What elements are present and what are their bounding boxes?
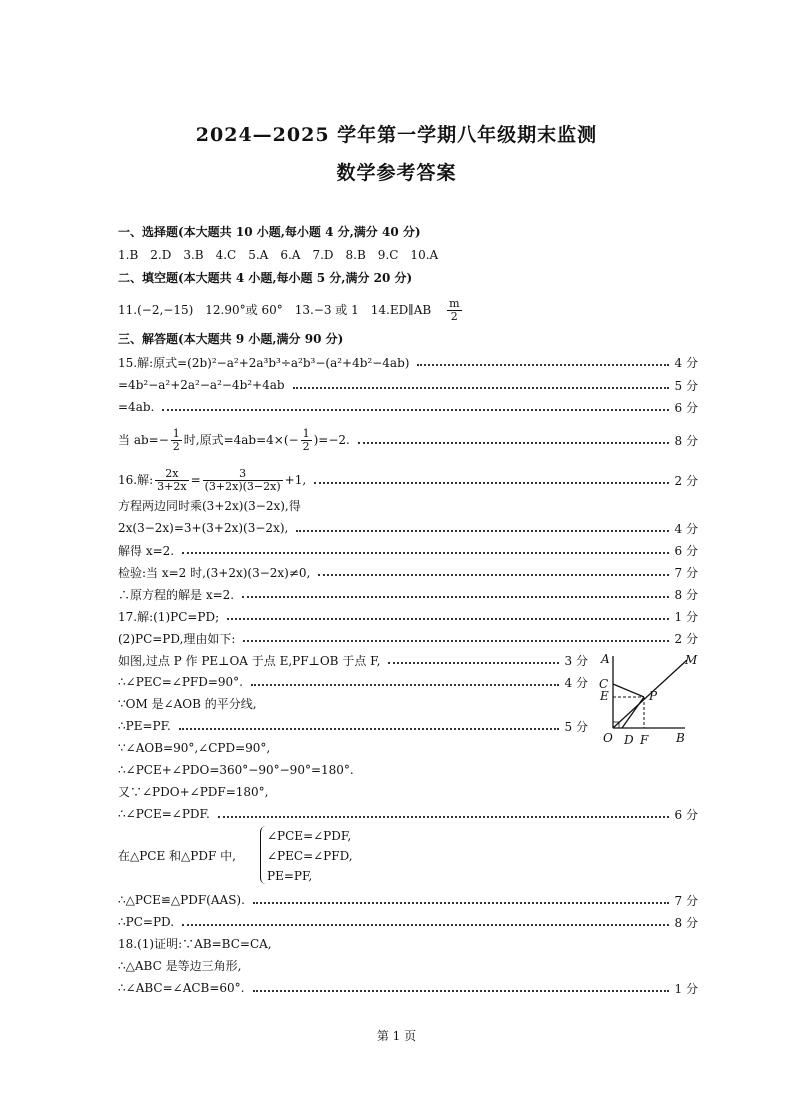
congruence-condition: PE=PF, bbox=[267, 869, 313, 883]
score-label: 8 分 bbox=[674, 915, 698, 930]
dot-leader bbox=[227, 618, 668, 620]
q16-fraction bbox=[203, 468, 283, 493]
section2-answers bbox=[118, 298, 464, 323]
q15-step-text bbox=[118, 428, 352, 453]
label-F: F bbox=[640, 733, 649, 747]
q18-step-text: ∴△ABC 是等边三角形, bbox=[118, 959, 242, 973]
section2-heading: 二、填空题(本大题共 4 小题,每小题 5 分,满分 20 分) bbox=[118, 271, 413, 285]
dot-leader bbox=[251, 684, 559, 686]
dot-leader bbox=[296, 530, 668, 532]
q17-step-row bbox=[118, 608, 698, 624]
q17-step-row bbox=[118, 892, 698, 908]
q17-step-text: 又∵∠PDO+∠PDF=180°, bbox=[118, 785, 269, 799]
congruence-condition: ∠PCE=∠PDF, bbox=[267, 829, 352, 843]
score-label: 6 分 bbox=[674, 400, 698, 415]
answer14-fraction bbox=[447, 298, 461, 323]
dot-leader bbox=[242, 596, 668, 598]
q15-fraction bbox=[301, 428, 312, 453]
q17-step-row bbox=[118, 674, 588, 690]
q16-step-text: 检验:当 x=2 时,(3+2x)(3−2x)≠0, bbox=[118, 565, 311, 580]
score-label: 6 分 bbox=[674, 543, 698, 558]
q16-step-row bbox=[118, 466, 698, 494]
dot-leader bbox=[182, 924, 669, 926]
dot-leader bbox=[179, 728, 559, 730]
label-B: B bbox=[676, 731, 685, 745]
q17-geometry-figure bbox=[595, 648, 705, 748]
q17-step-row bbox=[118, 914, 698, 930]
q17-step-text: 17.解:(1)PC=PD; bbox=[118, 609, 220, 624]
fraction-numerator: 1 bbox=[302, 426, 310, 440]
score-label: 2 分 bbox=[674, 631, 698, 646]
fraction-denominator: 2 bbox=[302, 439, 310, 453]
score-label: 2 分 bbox=[674, 473, 698, 488]
label-M: M bbox=[685, 653, 698, 667]
q15-text-part: 时,原式=4ab=4×(− bbox=[183, 432, 299, 447]
score-label: 1 分 bbox=[674, 981, 698, 996]
dot-leader bbox=[162, 409, 668, 411]
q17-step-text: ∴∠PCE+∠PDO=360°−90°−90°=180°. bbox=[118, 763, 354, 777]
q15-step-text: =4ab. bbox=[118, 400, 155, 414]
label-D: D bbox=[624, 733, 634, 747]
label-E: E bbox=[600, 689, 609, 703]
q17-step-text: ∴PE=PF. bbox=[118, 719, 171, 733]
fraction-numerator: m bbox=[449, 297, 460, 310]
q16-step-text bbox=[118, 468, 308, 493]
score-label: 5 分 bbox=[564, 719, 588, 734]
document-title: 2024—2025 学年第一学期八年级期末监测 bbox=[195, 124, 598, 146]
q16-step-row bbox=[118, 542, 698, 558]
segment-PC bbox=[613, 684, 644, 697]
q15-fraction bbox=[171, 428, 182, 453]
fraction-numerator: 2x bbox=[155, 468, 188, 481]
q16-text-part: = bbox=[190, 472, 201, 487]
page-number: 第 1 页 bbox=[376, 1029, 417, 1043]
score-label: 4 分 bbox=[674, 521, 698, 536]
score-label: 5 分 bbox=[674, 378, 698, 393]
label-C: C bbox=[599, 677, 609, 691]
fraction-numerator: 1 bbox=[172, 426, 180, 440]
q17-step-row bbox=[118, 652, 588, 668]
label-A: A bbox=[601, 652, 610, 666]
score-label: 1 分 bbox=[674, 609, 698, 624]
label-O: O bbox=[603, 731, 613, 745]
fraction-numerator: 3 bbox=[203, 468, 283, 481]
dot-leader bbox=[253, 902, 669, 904]
q18-step-text: ∴∠ABC=∠ACB=60°. bbox=[118, 981, 245, 995]
score-label: 8 分 bbox=[674, 433, 698, 448]
document-subtitle: 数学参考答案 bbox=[336, 162, 457, 184]
dot-leader bbox=[388, 662, 558, 664]
q15-text-part: )=−2. bbox=[313, 432, 350, 447]
q16-step-text: ∴原方程的解是 x=2. bbox=[118, 587, 235, 602]
q16-fraction bbox=[155, 468, 188, 493]
fraction-denominator: 3+2x bbox=[157, 479, 187, 493]
score-label: 8 分 bbox=[674, 587, 698, 602]
q16-step-text: 解得 x=2. bbox=[118, 543, 175, 558]
q17-step-text: (2)PC=PD,理由如下: bbox=[118, 631, 236, 646]
q17-step-text: ∴PC=PD. bbox=[118, 915, 175, 929]
dot-leader bbox=[182, 552, 668, 554]
q17-step-text: 如图,过点 P 作 PE⊥OA 于点 E,PF⊥OB 于点 F, bbox=[118, 653, 381, 668]
q17-step-text: ∴△PCE≌△PDF(AAS). bbox=[118, 893, 245, 907]
q16-step-text: 方程两边同时乘(3+2x)(3−2x),得 bbox=[118, 499, 301, 513]
score-label: 7 分 bbox=[674, 893, 698, 908]
congruence-condition: ∠PEC=∠PFD, bbox=[267, 849, 353, 863]
q17-step-text: ∴∠PEC=∠PFD=90°. bbox=[118, 675, 243, 689]
segment-PD bbox=[622, 697, 644, 728]
q18-step-row bbox=[118, 980, 698, 996]
q17-step-row bbox=[118, 630, 698, 646]
q18-step-text: 18.(1)证明:∵AB=BC=CA, bbox=[118, 937, 272, 951]
score-label: 4 分 bbox=[564, 675, 588, 690]
dot-leader bbox=[417, 364, 668, 366]
q17-step-row bbox=[118, 806, 698, 822]
fraction-denominator: 2 bbox=[450, 310, 458, 323]
section2-answer-text: 11.(−2,−15) 12.90°或 60° 13.−3 或 1 14.ED∥AB bbox=[118, 303, 432, 317]
score-label: 3 分 bbox=[564, 653, 588, 668]
dot-leader bbox=[293, 387, 669, 389]
q15-text-part: 当 ab=− bbox=[118, 432, 169, 447]
dot-leader bbox=[218, 816, 669, 818]
q15-step-row bbox=[118, 399, 698, 415]
label-P: P bbox=[649, 689, 658, 703]
dot-leader bbox=[318, 574, 668, 576]
fraction-denominator: 2 bbox=[172, 439, 180, 453]
q16-step-text: 2x(3−2x)=3+(3+2x)(3−2x), bbox=[118, 521, 289, 535]
q15-step-text: 15.解:原式=(2b)²−a²+2a³b³÷a²b³−(a²+4b²−4ab) bbox=[118, 355, 410, 370]
score-label: 7 分 bbox=[674, 565, 698, 580]
fraction-denominator: (3+2x)(3−2x) bbox=[204, 479, 281, 493]
q17-step-text: 在△PCE 和△PDF 中, bbox=[118, 849, 236, 863]
congruence-conditions-brace bbox=[260, 826, 353, 884]
dot-leader bbox=[243, 640, 668, 642]
q16-step-row bbox=[118, 586, 698, 602]
q17-step-text: ∵OM 是∠AOB 的平分线, bbox=[118, 697, 257, 711]
q16-step-row bbox=[118, 520, 698, 536]
q16-text-part: 16.解: bbox=[118, 472, 154, 487]
dot-leader bbox=[358, 442, 669, 444]
q16-step-row bbox=[118, 564, 698, 580]
section3-heading: 三、解答题(本大题共 9 小题,满分 90 分) bbox=[118, 332, 344, 346]
section1-heading: 一、选择题(本大题共 10 小题,每小题 4 分,满分 40 分) bbox=[118, 225, 421, 239]
score-label: 6 分 bbox=[674, 807, 698, 822]
dot-leader bbox=[314, 482, 668, 484]
q15-step-row bbox=[118, 354, 698, 370]
q15-step-row bbox=[118, 427, 698, 453]
q15-step-row bbox=[118, 377, 698, 393]
q16-text-part: +1, bbox=[284, 472, 307, 487]
q15-step-text: =4b²−a²+2a²−a²−4b²+4ab bbox=[118, 378, 285, 392]
score-label: 4 分 bbox=[674, 355, 698, 370]
q17-step-text: ∵∠AOB=90°,∠CPD=90°, bbox=[118, 741, 271, 755]
q17-step-row bbox=[118, 718, 588, 734]
q17-step-text: ∴∠PCE=∠PDF. bbox=[118, 807, 210, 821]
section1-answers: 1.B 2.D 3.B 4.C 5.A 6.A 7.D 8.B 9.C 10.A bbox=[118, 248, 439, 262]
dot-leader bbox=[253, 990, 669, 992]
